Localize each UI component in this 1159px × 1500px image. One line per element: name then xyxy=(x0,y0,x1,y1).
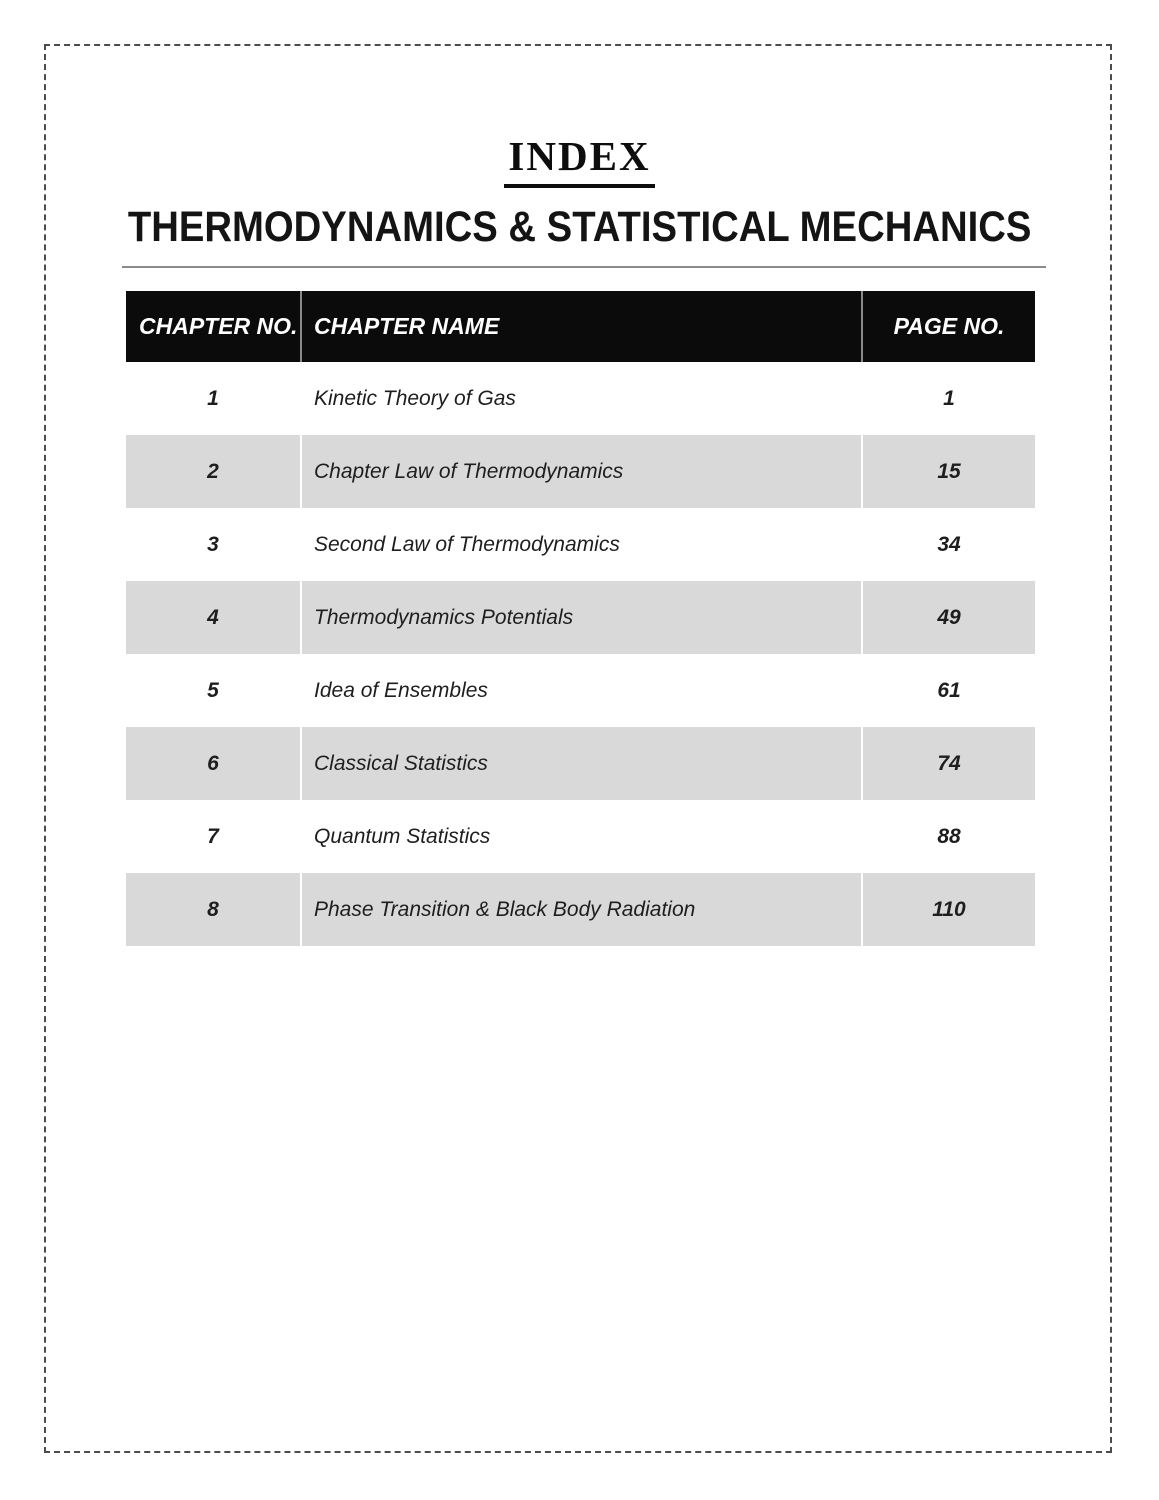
column-header-chapter-name: CHAPTER NAME xyxy=(300,291,861,362)
table-row xyxy=(126,362,1035,435)
table-row xyxy=(126,435,1035,508)
page-number-cell: 88 xyxy=(861,800,1035,873)
table-row xyxy=(126,581,1035,654)
chapter-name-cell: Idea of Ensembles xyxy=(300,654,861,727)
table-row xyxy=(126,508,1035,581)
table-row xyxy=(126,873,1035,946)
table-row xyxy=(126,800,1035,873)
table-row xyxy=(126,727,1035,800)
table-row xyxy=(126,654,1035,727)
page-number-cell: 15 xyxy=(861,435,1035,508)
page-title xyxy=(0,132,1159,188)
page-number-cell: 110 xyxy=(861,873,1035,946)
table-header-row xyxy=(126,291,1035,362)
chapter-name-cell: Second Law of Thermodynamics xyxy=(300,508,861,581)
chapter-name-cell: Thermodynamics Potentials xyxy=(300,581,861,654)
divider-rule xyxy=(122,266,1046,268)
column-header-chapter-no: CHAPTER NO. xyxy=(139,313,298,339)
chapter-name-cell: Quantum Statistics xyxy=(300,800,861,873)
table-body xyxy=(126,362,1035,946)
chapter-name-cell: Chapter Law of Thermodynamics xyxy=(300,435,861,508)
chapter-number-cell: 1 xyxy=(207,386,219,410)
subject-title xyxy=(0,203,1159,252)
chapter-number-cell: 6 xyxy=(207,751,219,775)
subject-title-text: THERMODYNAMICS & STATISTICAL MECHANICS xyxy=(127,203,1032,251)
chapter-number-cell: 5 xyxy=(207,678,219,702)
page-number-cell: 1 xyxy=(861,362,1035,435)
chapter-index-table xyxy=(126,291,1035,946)
chapter-number-cell: 7 xyxy=(207,824,219,848)
page-number-cell: 34 xyxy=(861,508,1035,581)
chapter-number-cell: 8 xyxy=(207,897,219,921)
page-title-text: INDEX xyxy=(504,132,654,188)
page-number-cell: 49 xyxy=(861,581,1035,654)
chapter-name-cell: Kinetic Theory of Gas xyxy=(300,362,861,435)
chapter-number-cell: 3 xyxy=(207,532,219,556)
page-number-cell: 74 xyxy=(861,727,1035,800)
chapter-name-cell: Phase Transition & Black Body Radiation xyxy=(300,873,861,946)
column-header-page-no: PAGE NO. xyxy=(861,291,1035,362)
chapter-number-cell: 2 xyxy=(207,459,219,483)
chapter-number-cell: 4 xyxy=(207,605,219,629)
page-number-cell: 61 xyxy=(861,654,1035,727)
chapter-name-cell: Classical Statistics xyxy=(300,727,861,800)
